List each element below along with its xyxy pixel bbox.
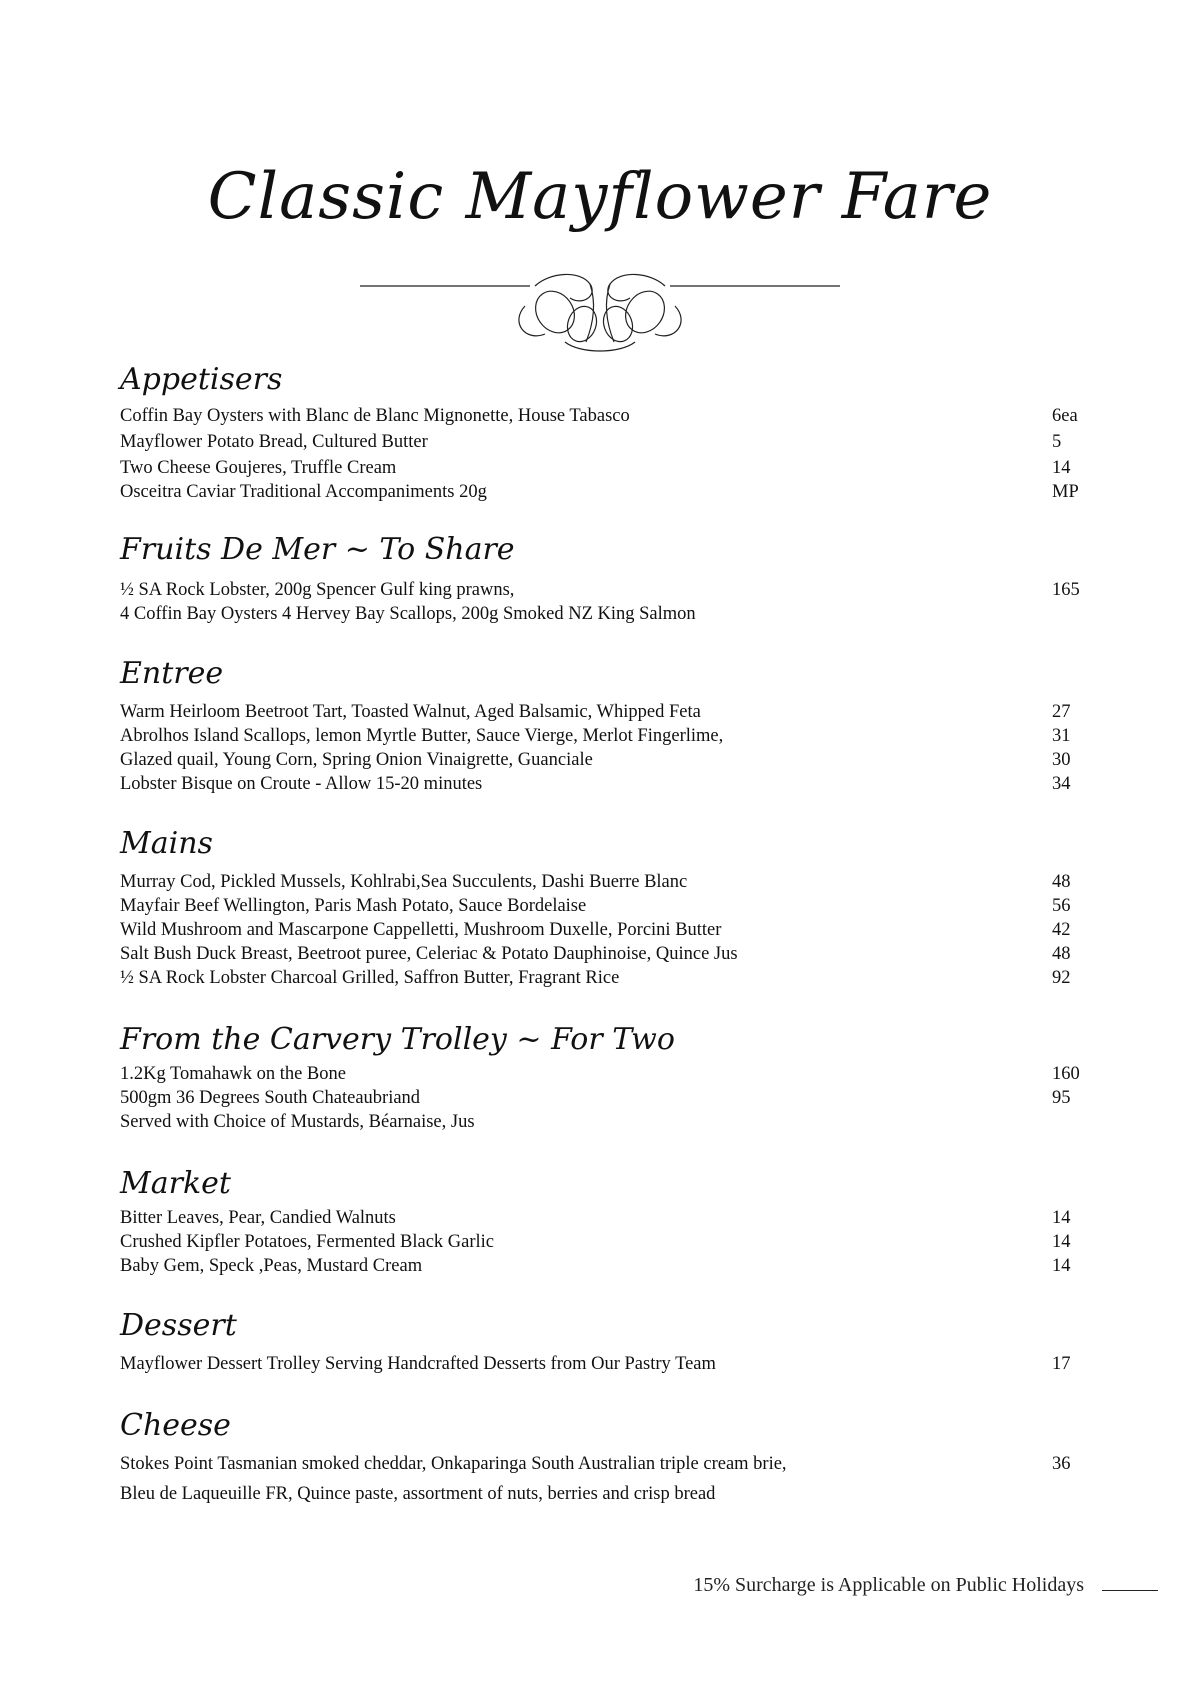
menu-item-price: 14: [1052, 1232, 1071, 1252]
menu-item-name: Coffin Bay Oysters with Blanc de Blanc Mignonette, House Tabasco: [120, 406, 630, 426]
section-title-dessert: Dessert: [120, 1308, 237, 1343]
menu-item-name: Murray Cod, Pickled Mussels, Kohlrabi,Sea Succulents, Dashi Buerre Blanc: [120, 872, 688, 892]
menu-item: [120, 1254, 1080, 1278]
footer-rule: [1102, 1590, 1158, 1591]
flourish-divider-icon: [350, 262, 850, 362]
section-title-appetisers: Appetisers: [120, 362, 283, 397]
menu-item-price: 14: [1052, 458, 1071, 478]
menu-item: [120, 1452, 1080, 1476]
section-title-cheese: Cheese: [120, 1408, 231, 1443]
menu-item-name: Salt Bush Duck Breast, Beetroot puree, Celeriac & Potato Dauphinoise, Quince Jus: [120, 944, 738, 964]
menu-item: [120, 578, 1080, 602]
menu-item-name: Mayflower Dessert Trolley Serving Handcrafted Desserts from Our Pastry Team: [120, 1354, 716, 1374]
menu-item-name: Bitter Leaves, Pear, Candied Walnuts: [120, 1208, 396, 1228]
menu-item: [120, 1482, 1080, 1506]
surcharge-note: 15% Surcharge is Applicable on Public Holidays: [693, 1574, 1084, 1596]
menu-item-price: MP: [1052, 482, 1079, 502]
menu-item-name: ½ SA Rock Lobster Charcoal Grilled, Saffron Butter, Fragrant Rice: [120, 968, 620, 988]
section-title-entree: Entree: [120, 656, 224, 691]
menu-item: [120, 870, 1080, 894]
section-title-market: Market: [120, 1166, 231, 1201]
menu-item: [120, 456, 1080, 480]
menu-item: [120, 966, 1080, 990]
menu-item-name: Baby Gem, Speck ,Peas, Mustard Cream: [120, 1256, 423, 1276]
menu-item: [120, 894, 1080, 918]
menu-title: Classic Mayflower Fare: [207, 160, 993, 234]
menu-item-name: Served with Choice of Mustards, Béarnaise, Jus: [120, 1112, 475, 1132]
menu-item-price: 17: [1052, 1354, 1071, 1374]
menu-item-name: Glazed quail, Young Corn, Spring Onion Vinaigrette, Guanciale: [120, 750, 593, 770]
menu-item-price: 48: [1052, 872, 1071, 892]
menu-item-name: Crushed Kipfler Potatoes, Fermented Black Garlic: [120, 1232, 495, 1252]
menu-item-price: 5: [1052, 432, 1062, 452]
menu-item-name: 4 Coffin Bay Oysters 4 Hervey Bay Scallops, 200g Smoked NZ King Salmon: [120, 604, 696, 624]
menu-item-name: Warm Heirloom Beetroot Tart, Toasted Walnut, Aged Balsamic, Whipped Feta: [120, 702, 701, 722]
menu-item-price: 42: [1052, 920, 1071, 940]
menu-item-name: Osceitra Caviar Traditional Accompaniments 20g: [120, 482, 487, 502]
menu-item: [120, 942, 1080, 966]
menu-item-name: 1.2Kg Tomahawk on the Bone: [120, 1064, 346, 1084]
menu-item-price: 14: [1052, 1208, 1071, 1228]
menu-item: [120, 404, 1080, 428]
menu-item-name: Mayfair Beef Wellington, Paris Mash Potato, Sauce Bordelaise: [120, 896, 587, 916]
menu-item: [120, 1110, 1080, 1134]
menu-item-price: 165: [1052, 580, 1080, 600]
menu-item-name: Abrolhos Island Scallops, lemon Myrtle Butter, Sauce Vierge, Merlot Fingerlime,: [120, 726, 724, 746]
menu-item: [120, 1352, 1080, 1376]
menu-item-price: 34: [1052, 774, 1071, 794]
menu-item: [120, 430, 1080, 454]
menu-item: [120, 1062, 1080, 1086]
menu-item: [120, 1086, 1080, 1110]
menu-item-price: 30: [1052, 750, 1071, 770]
menu-item-price: 56: [1052, 896, 1071, 916]
menu-item-price: 160: [1052, 1064, 1080, 1084]
menu-item-price: 36: [1052, 1454, 1071, 1474]
menu-item-name: Mayflower Potato Bread, Cultured Butter: [120, 432, 428, 452]
menu-item-name: ½ SA Rock Lobster, 200g Spencer Gulf king prawns,: [120, 580, 515, 600]
menu-item-price: 31: [1052, 726, 1071, 746]
section-title-mains: Mains: [120, 826, 213, 861]
section-title-fruits-de-mer: Fruits De Mer ~ To Share: [120, 532, 515, 567]
menu-item-name: Stokes Point Tasmanian smoked cheddar, Onkaparinga South Australian triple cream brie,: [120, 1454, 787, 1474]
menu-item: [120, 480, 1080, 504]
menu-item: [120, 748, 1080, 772]
menu-item: [120, 1230, 1080, 1254]
menu-item-price: 95: [1052, 1088, 1071, 1108]
menu-item: [120, 700, 1080, 724]
menu-item-price: 14: [1052, 1256, 1071, 1276]
menu-item-name: 500gm 36 Degrees South Chateaubriand: [120, 1088, 421, 1108]
menu-item: [120, 602, 1080, 626]
menu-item-price: 27: [1052, 702, 1071, 722]
menu-item-price: 92: [1052, 968, 1071, 988]
menu-item-name: Lobster Bisque on Croute - Allow 15-20 minutes: [120, 774, 483, 794]
menu-item-name: Two Cheese Goujeres, Truffle Cream: [120, 458, 397, 478]
menu-item: [120, 724, 1080, 748]
section-title-carvery: From the Carvery Trolley ~ For Two: [120, 1022, 675, 1057]
menu-item-price: 6ea: [1052, 406, 1078, 426]
menu-item: [120, 772, 1080, 796]
menu-item-name: Bleu de Laqueuille FR, Quince paste, assortment of nuts, berries and crisp bread: [120, 1484, 716, 1504]
menu-item: [120, 1206, 1080, 1230]
menu-item-name: Wild Mushroom and Mascarpone Cappelletti, Mushroom Duxelle, Porcini Butter: [120, 920, 722, 940]
menu-item: [120, 918, 1080, 942]
menu-item-price: 48: [1052, 944, 1071, 964]
